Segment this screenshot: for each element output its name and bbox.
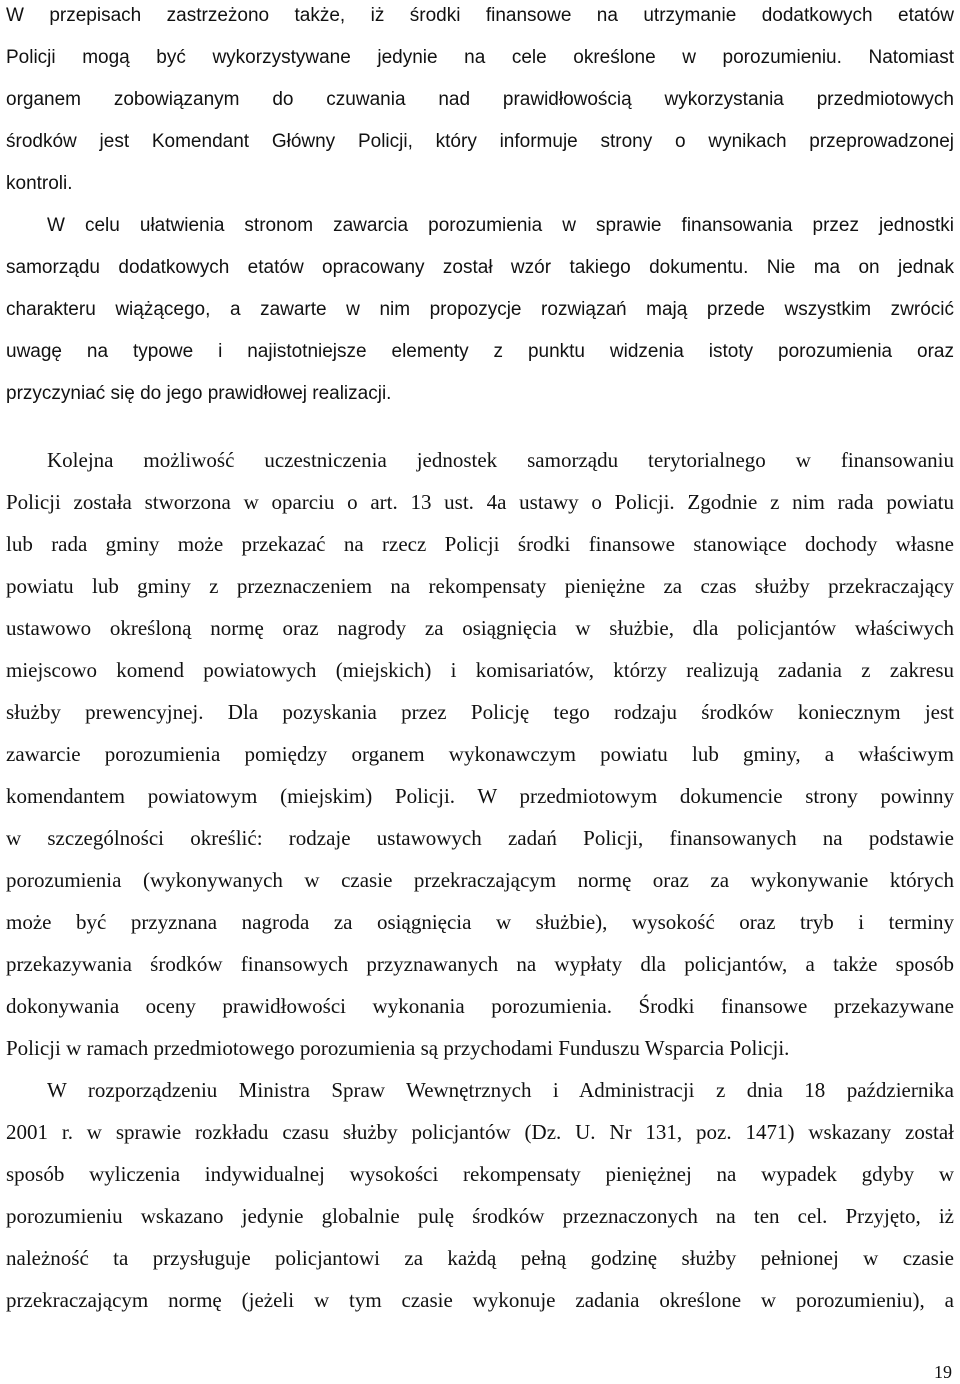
text-line: komendantem powiatowym (miejskim) Policji. W przedmiotowym dokumencie strony powinny xyxy=(6,784,954,808)
text-line: kontroli. xyxy=(6,173,73,194)
text-line: służby prewencyjnej. Dla pozyskania przez Policję tego rodzaju środków koniecznym jest xyxy=(6,700,954,724)
text-line: 2001 r. w sprawie rozkładu czasu służby policjantów (Dz. U. Nr 131, poz. 1471) wskazany został xyxy=(6,1120,954,1144)
text-line: uwagę na typowe i najistotniejsze elementy z punktu widzenia istoty porozumienia oraz xyxy=(6,341,954,362)
text-line: miejscowo komend powiatowych (miejskich) i komisariatów, którzy realizują zadania z zakresu xyxy=(6,658,954,682)
text-line: W przepisach zastrzeżono także, iż środki finansowe na utrzymanie dodatkowych etatów xyxy=(6,5,954,26)
text-line: porozumienia (wykonywanych w czasie przekraczającym normę oraz za wykonywanie których xyxy=(6,868,954,892)
text-line: sposób wyliczenia indywidualnej wysokości rekompensaty pieniężnej na wypadek gdyby w xyxy=(6,1162,954,1186)
text-line: Kolejna możliwość uczestniczenia jednostek samorządu terytorialnego w finansowaniu xyxy=(47,448,954,472)
text-line: powiatu lub gminy z przeznaczeniem na rekompensaty pieniężne za czas służby przekraczający xyxy=(6,574,954,598)
text-line: przyczyniać się do jego prawidłowej realizacji. xyxy=(6,383,392,404)
text-line: Policji mogą być wykorzystywane jedynie na cele określone w porozumieniu. Natomiast xyxy=(6,47,954,68)
text-line: charakteru wiążącego, a zawarte w nim propozycje rozwiązań mają przede wszystkim zwrócić xyxy=(6,299,954,320)
text-line: Policji została stworzona w oparciu o art. 13 ust. 4a ustawy o Policji. Zgodnie z nim rada powiatu xyxy=(6,490,954,514)
text-line: W celu ułatwienia stronom zawarcia porozumienia w sprawie finansowania przez jednostki xyxy=(47,215,954,236)
text-line: w szczególności określić: rodzaje ustawowych zadań Policji, finansowanych na podstawie xyxy=(6,826,954,850)
text-line: należność ta przysługuje policjantowi za każdą pełną godzinę służby pełnionej w czasie xyxy=(6,1246,954,1270)
text-line: samorządu dodatkowych etatów opracowany został wzór takiego dokumentu. Nie ma on jednak xyxy=(6,257,954,278)
page-number: 19 xyxy=(934,1362,952,1382)
text-line: lub rada gminy może przekazać na rzecz Policji środki finansowe stanowiące dochody własne xyxy=(6,532,954,556)
text-line: porozumieniu wskazano jedynie globalnie pulę środków przeznaczonych na ten cel. Przyjęto, iż xyxy=(6,1204,954,1228)
text-line: przekraczającym normę (jeżeli w tym czasie wykonuje zadania określone w porozumieniu), a xyxy=(6,1288,954,1312)
text-line: może być przyznana nagroda za osiągnięcia w służbie), wysokość oraz tryb i terminy xyxy=(6,910,954,934)
text-line: przekazywania środków finansowych przyznawanych na wypłaty dla policjantów, a także sposób xyxy=(6,952,954,976)
text-line: Policji w ramach przedmiotowego porozumienia są przychodami Funduszu Wsparcia Policji. xyxy=(6,1036,790,1060)
text-line: zawarcie porozumienia pomiędzy organem wykonawczym powiatu lub gminy, a właściwym xyxy=(6,742,954,766)
text-line: dokonywania oceny prawidłowości wykonania porozumienia. Środki finansowe przekazywane xyxy=(6,994,954,1018)
text-line: środków jest Komendant Główny Policji, który informuje strony o wynikach przeprowadzonej xyxy=(6,131,954,152)
text-line: ustawowo określoną normę oraz nagrody za osiągnięcia w służbie, dla policjantów właściwych xyxy=(6,616,954,640)
text-line: organem zobowiązanym do czuwania nad prawidłowością wykorzystania przedmiotowych xyxy=(6,89,954,110)
text-line: W rozporządzeniu Ministra Spraw Wewnętrznych i Administracji z dnia 18 października xyxy=(47,1078,954,1102)
